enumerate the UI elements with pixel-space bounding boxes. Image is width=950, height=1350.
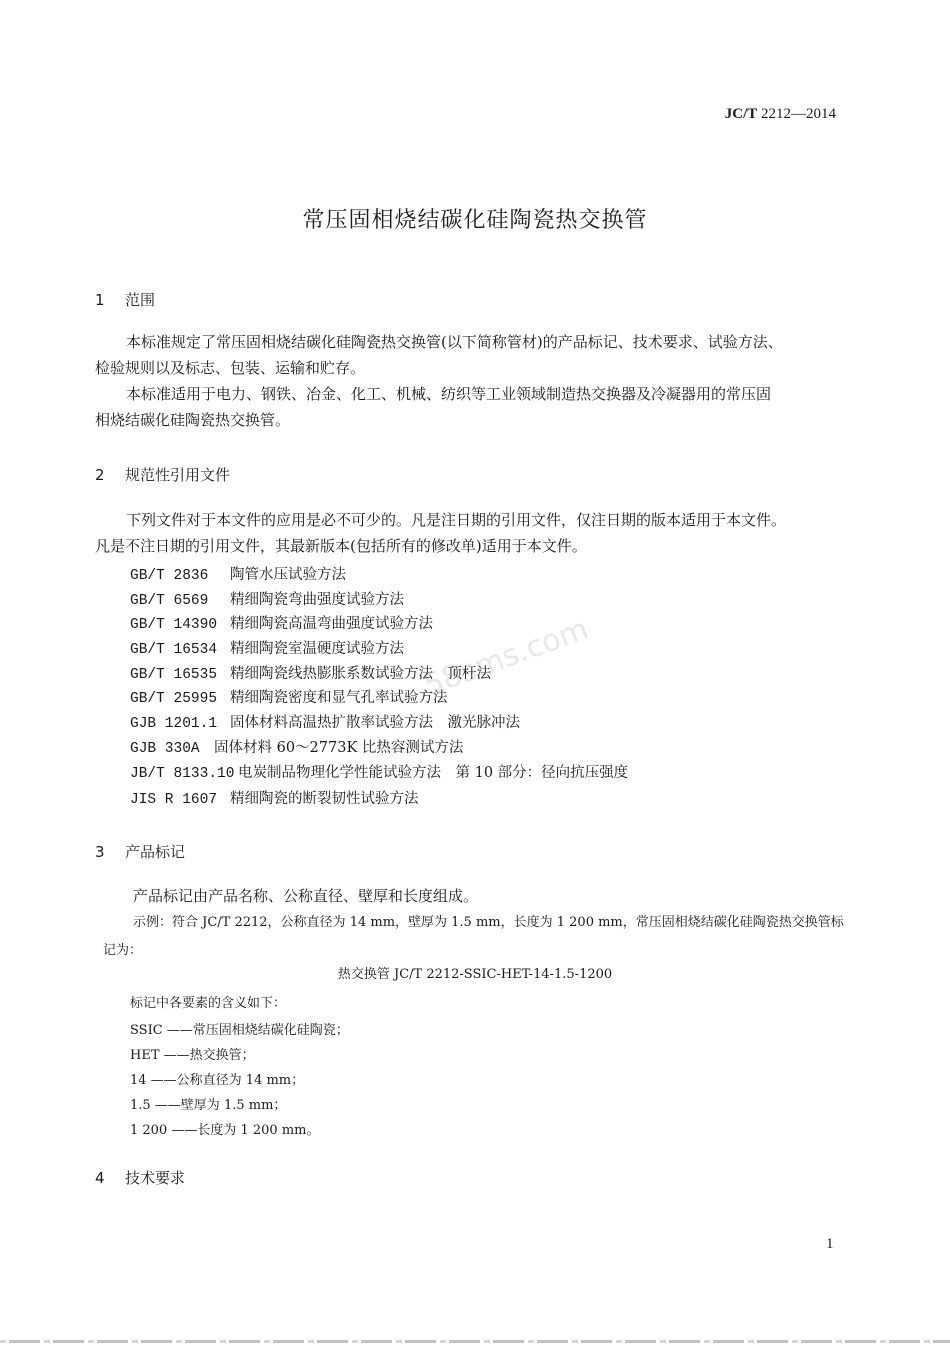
reference-item: GB/T 6569 精细陶瓷弯曲强度试验方法 [130,592,404,609]
standard-code: JC/T 2212—2014 [724,106,836,122]
document-title: 常压固相烧结碳化硅陶瓷热交换管 [302,208,648,233]
meaning-item: 1 200 ——长度为 1 200 mm。 [130,1123,320,1138]
designation-example: 热交换管 JC/T 2212-SSIC-HET-14-1.5-1200 [337,967,613,982]
reference-item: GB/T 16535 精细陶瓷线热膨胀系数试验方法 顶杆法 [130,666,491,683]
section-4-heading: 4 技术要求 [95,1169,186,1187]
watermark: 58sms.com [419,611,594,704]
meaning-item: HET ——热交换管； [130,1048,255,1063]
meaning-intro: 标记中各要素的含义如下： [130,996,287,1011]
scan-edge-line [0,1340,950,1343]
reference-item: JIS R 1607 精细陶瓷的断裂韧性试验方法 [130,791,419,808]
section-2-paragraph: 下列文件对于本文件的应用是必不可少的。凡是注日期的引用文件，仅注日期的版本适用于本文件。 [126,511,787,529]
reference-item: GJB 330A 固体材料 60～2773K 比热容测试方法 [130,740,464,757]
reference-item: GB/T 25995 精细陶瓷密度和显气孔率试验方法 [130,690,448,707]
meaning-item: 1.5 ——壁厚为 1.5 mm； [130,1098,287,1113]
section-1-paragraph: 相烧结碳化硅陶瓷热交换管。 [95,411,291,429]
section-3-heading: 3 产品标记 [95,843,186,861]
reference-item: GJB 1201.1 固体材料高温热扩散率试验方法 激光脉冲法 [130,715,520,732]
section-1-paragraph: 本标准规定了常压固相烧结碳化硅陶瓷热交换管(以下简称管材)的产品标记、技术要求、试验方法、 [126,333,783,351]
reference-item: JB/T 8133.10 电炭制品物理化学性能试验方法 第 10 部分：径向抗压强度 [130,765,629,782]
section-1-heading: 1 范围 [95,291,156,309]
example-text: 示例：符合 JC/T 2212，公称直径为 14 mm，壁厚为 1.5 mm，长度为 1 200 mm，常压固相烧结碳化硅陶瓷热交换管标 [133,915,844,930]
section-1-paragraph: 检验规则以及标志、包装、运输和贮存。 [95,359,366,377]
reference-item: GB/T 2836 陶管水压试验方法 [130,567,346,584]
meaning-item: SSIC ——常压固相烧结碳化硅陶瓷； [130,1023,349,1038]
reference-item: GB/T 16534 精细陶瓷室温硬度试验方法 [130,641,404,658]
section-2-heading: 2 规范性引用文件 [95,466,231,484]
example-text: 记为： [103,943,143,958]
reference-item: GB/T 14390 精细陶瓷高温弯曲强度试验方法 [130,616,433,633]
marking-intro: 产品标记由产品名称、公称直径、壁厚和长度组成。 [133,887,479,905]
page-number: 1 [826,1236,834,1252]
meaning-item: 14 ——公称直径为 14 mm； [130,1073,305,1088]
section-1-paragraph: 本标准适用于电力、钢铁、冶金、化工、机械、纺织等工业领域制造热交换器及冷凝器用的常压固 [126,385,772,403]
section-2-paragraph: 凡是不注日期的引用文件，其最新版本(包括所有的修改单)适用于本文件。 [95,537,587,555]
